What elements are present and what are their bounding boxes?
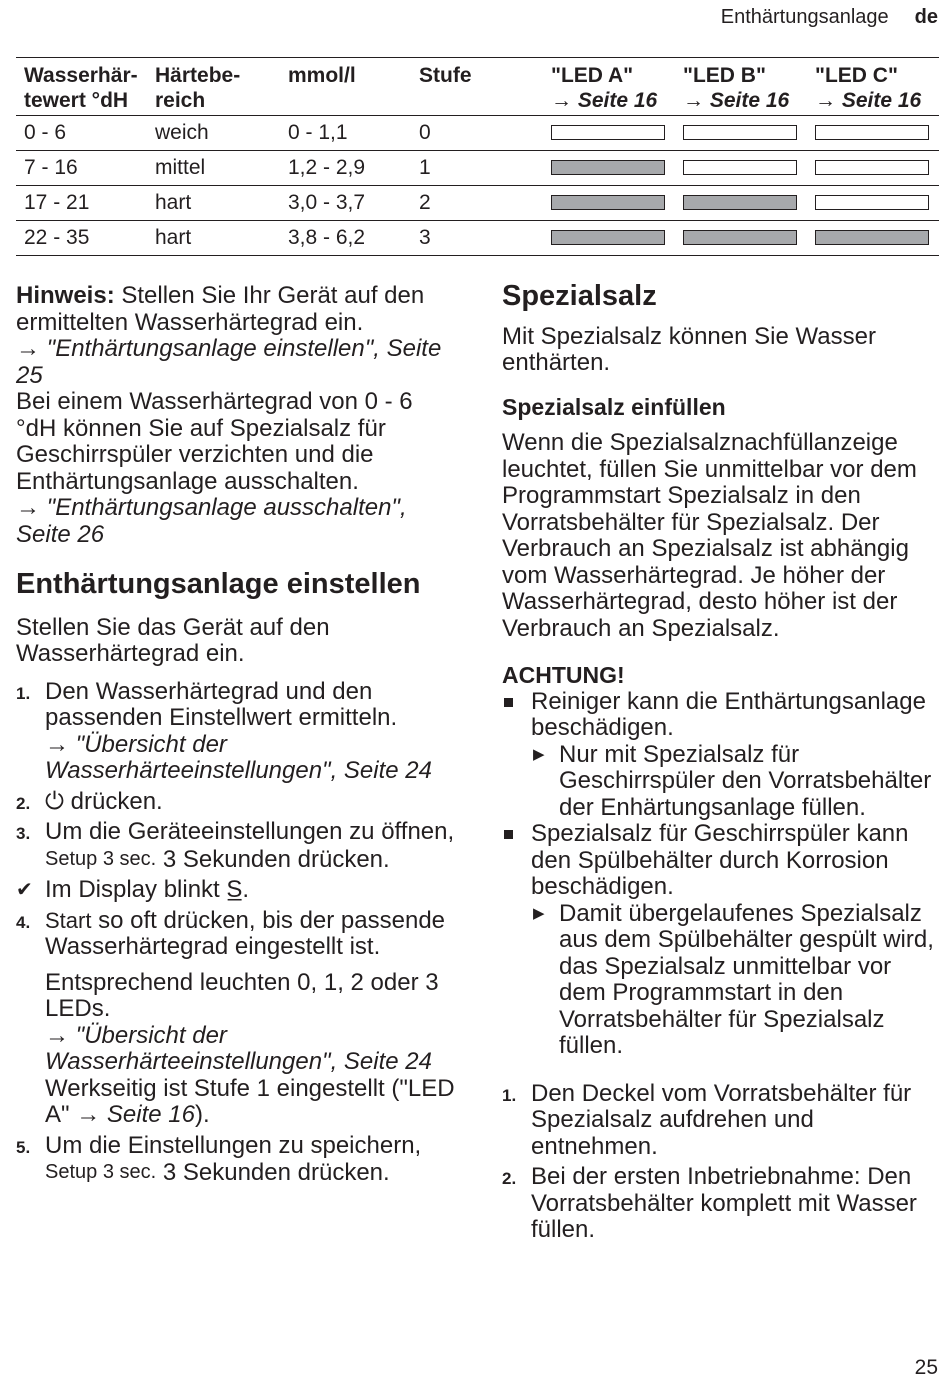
page-number: 25 — [914, 1356, 938, 1379]
cell-led — [675, 115, 807, 150]
step-2: 2. ⏻ drücken. — [16, 787, 163, 815]
salt-step-2: 2. Bei der ersten Inbetriebnahme: Den Vorratsbehälter komplett mit Wasser füllen. — [502, 1163, 917, 1243]
cell-stufe: 3 — [411, 220, 543, 255]
cell-mmol: 3,0 - 3,7 — [280, 185, 411, 220]
cell-led — [543, 185, 675, 220]
step-4-reference[interactable]: → "Übersicht der Wasserhärteeinstellungen", Seite 24 — [45, 1021, 432, 1075]
table-header-row — [16, 58, 939, 115]
einfuellen-paragraph: Wenn die Spezialsalznachfüllanzeige leuchtet, füllen Sie unmittelbar vor dem Programmstart Spezialsalz in den Vorratsbehälter für Spezialsalz. Der Verbrauch an Spezialsalz ist abhängig vom Wasserhärtegrad. Je höher der Wasserhärtegrad, desto höher ist der Verbrauch an Spezialsalz. — [502, 429, 917, 642]
led-indicator-a — [551, 125, 665, 140]
led-indicator-b — [683, 125, 797, 140]
setup-key-label: Setup 3 sec. — [45, 1161, 157, 1183]
note-reference-2[interactable]: → "Enthärtungsanlage ausschalten", Seite 26 — [16, 494, 407, 548]
step-5: 5. Um die Einstellungen zu speichern, Setup 3 sec. 3 Sekunden drücken. — [16, 1131, 422, 1186]
cell-led — [675, 150, 807, 185]
warning-bullet-1: Reiniger kann die Enthärtungsanlage beschädigen. ▶ Nur mit Spezialsalz für Geschirrspüler den Vorratsbehälter der Enhärtungsanlage füllen. — [502, 689, 940, 822]
cell-led — [675, 185, 807, 220]
cell-led — [807, 220, 939, 255]
setup-key-label: Setup 3 sec. — [45, 847, 157, 870]
col-header-led-b: "LED B" → Seite 16 — [675, 58, 807, 115]
cell-bereich: hart — [147, 185, 280, 220]
col-header-level: Stufe — [411, 58, 543, 115]
warning-action-2: ▶ Damit übergelaufenes Spezialsalz aus dem Spülbehälter gespült wird, das Spezialsalz unmittelbar vor dem Programmstart in den Vorratsbehälter für Spezialsalz füllen. — [533, 899, 934, 1059]
section-heading-spezialsalz: Spezialsalz — [502, 280, 657, 312]
cell-bereich: mittel — [147, 150, 280, 185]
step-3: 3. Um die Geräteeinstellungen zu öffnen, Setup 3 sec. 3 Sekunden drücken. — [16, 818, 455, 873]
col-header-led-a: "LED A" → Seite 16 — [543, 58, 675, 115]
water-hardness-table — [16, 58, 939, 256]
led-indicator-b — [683, 195, 797, 210]
power-icon: ⏻ — [45, 787, 64, 815]
note-paragraph-2: Bei einem Wasserhärtegrad von 0 - 6 °dH können Sie auf Spezialsalz für Geschirrspüler verzichten und die Enthärtungsanlage ausschalten. — [16, 388, 413, 495]
step-result: ✔ Im Display blinkt S̲. — [16, 876, 250, 903]
cell-stufe: 2 — [411, 185, 543, 220]
step-1-reference[interactable]: → "Übersicht der Wasserhärteeinstellungen", Seite 24 — [45, 730, 432, 784]
table-row — [16, 115, 939, 150]
cell-mmol: 3,8 - 6,2 — [280, 220, 411, 255]
led-indicator-a — [551, 230, 665, 245]
cell-mmol: 1,2 - 2,9 — [280, 150, 411, 185]
header-language: de — [914, 6, 938, 28]
right-column — [502, 280, 940, 1244]
cell-stufe: 0 — [411, 115, 543, 150]
cell-bereich: weich — [147, 115, 280, 150]
bullet-square-icon — [504, 830, 513, 839]
cell-dh: 7 - 16 — [16, 150, 147, 185]
triangle-bullet-icon: ▶ — [533, 904, 545, 922]
section-heading-enthaertung: Enthärtungsanlage einstellen — [16, 568, 421, 600]
cell-led — [807, 185, 939, 220]
led-indicator-a — [551, 160, 665, 175]
salt-step-1: 1. Den Deckel vom Vorratsbehälter für Spezialsalz aufdrehen und entnehmen. — [502, 1079, 912, 1160]
note-paragraph: Hinweis: Stellen Sie Ihr Gerät auf den ermittelten Wasserhärtegrad ein. — [16, 282, 425, 336]
cell-dh: 17 - 21 — [16, 185, 147, 220]
table-row — [16, 220, 939, 255]
bullet-square-icon — [504, 698, 513, 707]
cell-mmol: 0 - 1,1 — [280, 115, 411, 150]
warning-action-1: ▶ Nur mit Spezialsalz für Geschirrspüler den Vorratsbehälter der Enhärtungsanlage füllen. — [533, 740, 932, 821]
led-indicator-c — [815, 230, 929, 245]
col-header-range: Härtebe- reich — [147, 58, 280, 115]
col-header-led-c: "LED C" → Seite 16 — [807, 58, 939, 115]
led-indicator-c — [815, 125, 929, 140]
col-header-mmol: mmol/l — [280, 58, 411, 115]
warning-heading: ACHTUNG! — [502, 662, 625, 688]
col-header-dh: Wasserhär- tewert °dH — [16, 58, 147, 115]
start-key-label: Start — [45, 907, 92, 933]
spezialsalz-intro: Mit Spezialsalz können Sie Wasser enthärten. — [502, 322, 876, 376]
cell-bereich: hart — [147, 220, 280, 255]
table-row — [16, 185, 939, 220]
cell-led — [543, 220, 675, 255]
cell-dh: 0 - 6 — [16, 115, 147, 150]
salt-display-icon: S̲ — [226, 876, 243, 903]
triangle-bullet-icon: ▶ — [533, 745, 545, 763]
cell-led — [807, 115, 939, 150]
note-reference-1[interactable]: → "Enthärtungsanlage einstellen", Seite 25 — [16, 335, 442, 389]
warning-bullet-2: Spezialsalz für Geschirrspüler kann den Spülbehälter durch Korrosion beschädigen. ▶ Damit übergelaufenes Spezialsalz aus dem Spülbehälter gespült wird, das Spezialsalz unmittelbar vor dem Programmstart in den Vorratsbehälter für Spezialsalz füllen. — [502, 821, 940, 1060]
cell-led — [543, 150, 675, 185]
table-row — [16, 150, 939, 185]
left-column — [16, 283, 456, 1187]
led-indicator-b — [683, 230, 797, 245]
section-intro: Stellen Sie das Gerät auf den Wasserhärtegrad ein. — [16, 613, 330, 667]
step-1: 1. Den Wasserhärtegrad und den passenden Einstellwert ermitteln. → "Übersicht der Wasserhärteeinstellungen", Seite 24 — [16, 677, 432, 784]
subheading-einfuellen: Spezialsalz einfüllen — [502, 393, 726, 420]
step-4: 4. Start so oft drücken, bis der passende Wasserhärtegrad eingestellt ist. Entsprechend leuchten 0, 1, 2 oder 3 LEDs. → "Übersicht der Wasserhärteeinstellungen", Seite 24 Werkseitig ist Stufe 1 eingestellt ("LED A" → Seite 16). — [16, 906, 455, 1128]
cell-dh: 22 - 35 — [16, 220, 147, 255]
cell-led — [543, 115, 675, 150]
cell-led — [807, 150, 939, 185]
led-indicator-a — [551, 195, 665, 210]
header-section-title: Enthärtungsanlage — [720, 6, 889, 28]
led-indicator-c — [815, 195, 929, 210]
cell-stufe: 1 — [411, 150, 543, 185]
checkmark-icon: ✔ — [16, 879, 33, 901]
page-header — [721, 6, 938, 29]
led-indicator-b — [683, 160, 797, 175]
led-indicator-c — [815, 160, 929, 175]
cell-led — [675, 220, 807, 255]
